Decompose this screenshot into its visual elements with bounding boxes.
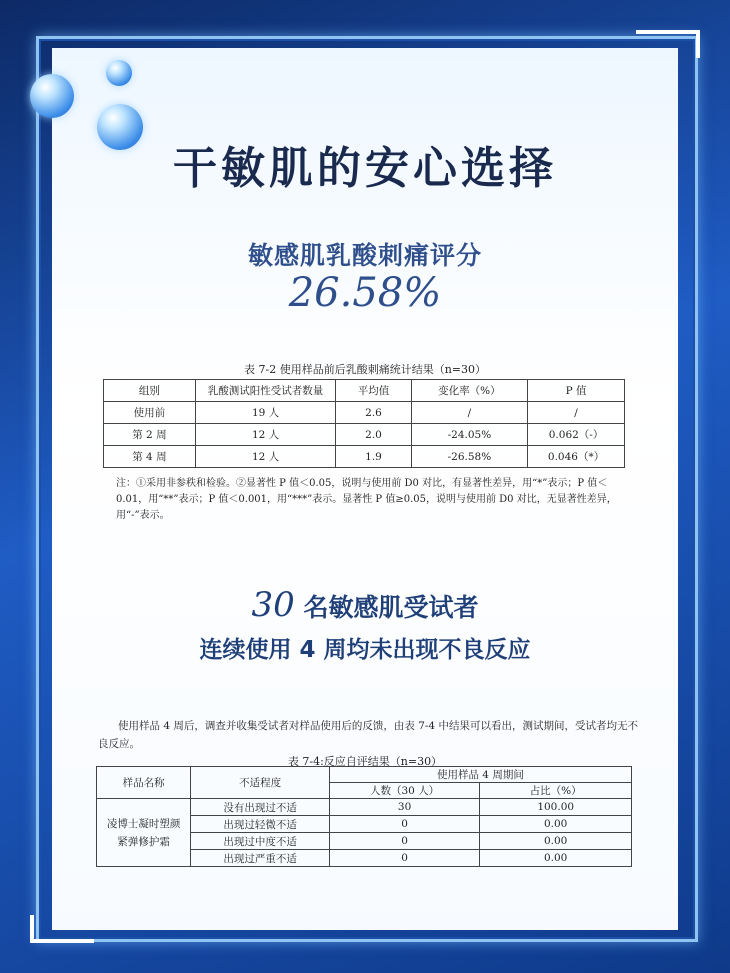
table2-header: 占比（%） (480, 783, 632, 799)
table1-note: 注：①采用非参秩和检验。②显著性 P 值＜0.05，说明与使用前 D0 对比，有显著性差异，用“*”表示；P 值＜0.01，用“**”表示；P 值＜0.001，用“***”表示。显著性 P 值≥0.05，说明与使用前 D0 对比，无显著性差异，用“-”表示。 (116, 478, 617, 521)
table-cell: 0.00 (480, 850, 632, 867)
table-cell: 2.6 (336, 402, 411, 424)
table2-caption: 表 7-4:反应自评结果（n=30） (287, 755, 443, 768)
table-cell: 使用前 (104, 402, 196, 424)
bubble-decoration (106, 60, 132, 86)
bubble-decoration (30, 74, 74, 118)
subjects-number: 30 (251, 585, 295, 625)
table1-header: 组别 (104, 380, 196, 402)
table-cell: / (528, 402, 625, 424)
table-cell: 0 (329, 850, 480, 867)
table-cell: 0.046（*） (528, 446, 625, 468)
table-cell: 0 (329, 816, 480, 833)
table-cell: 12 人 (195, 446, 336, 468)
table1 (103, 379, 625, 468)
corner-top-right (636, 30, 700, 58)
table-cell: 出现过严重不适 (191, 850, 329, 867)
table-cell: -24.05% (411, 424, 527, 446)
table2-header-row (97, 767, 632, 783)
table-cell: 出现过中度不适 (191, 833, 329, 850)
table1-header: 乳酸测试阳性受试者数量 (195, 380, 336, 402)
table1-caption: 表 7-2 使用样品前后乳酸刺痛统计结果（n=30） (243, 363, 486, 376)
table1-header-row (104, 380, 625, 402)
subjects-line (0, 585, 730, 625)
table2-header: 人数（30 人） (329, 783, 480, 799)
table2-header: 使用样品 4 周期间 (329, 767, 631, 783)
table-cell: 1.9 (336, 446, 411, 468)
table-cell: 0.062（-） (528, 424, 625, 446)
sample-name-cell (97, 799, 191, 867)
page-title: 干敏肌的安心选择 (173, 143, 557, 194)
table-cell: 19 人 (195, 402, 336, 424)
score-label: 敏感肌乳酸刺痛评分 (247, 241, 482, 270)
table-cell: 30 (329, 799, 480, 816)
table-row (104, 424, 625, 446)
sample-name-line1: 凌博士凝时塑颜 (106, 817, 181, 830)
table-cell: 2.0 (336, 424, 411, 446)
table-cell: -26.58% (411, 446, 527, 468)
table1-header: 平均值 (336, 380, 411, 402)
table-cell: 12 人 (195, 424, 336, 446)
result-paragraph: 使用样品 4 周后，调查并收集受试者对样品使用后的反馈，由表 7-4 中结果可以看出，测试期间，受试者均无不良反应。 (98, 720, 638, 750)
table-cell: 0.00 (480, 816, 632, 833)
table-cell: 第 2 周 (104, 424, 196, 446)
result-line: 连续使用 4 周均未出现不良反应 (199, 637, 531, 663)
table-row (104, 402, 625, 424)
table2-header: 样品名称 (97, 767, 191, 799)
table-cell: 出现过轻微不适 (191, 816, 329, 833)
table-cell: 100.00 (480, 799, 632, 816)
table1-header: P 值 (528, 380, 625, 402)
table-cell: 0.00 (480, 833, 632, 850)
table-cell: 第 4 周 (104, 446, 196, 468)
table-cell: 没有出现过不适 (191, 799, 329, 816)
table2 (96, 766, 632, 867)
table-row (97, 799, 632, 816)
table-row (104, 446, 625, 468)
table-cell: 0 (329, 833, 480, 850)
sample-name-line2: 紧弹修护霜 (117, 835, 170, 848)
table-cell: / (411, 402, 527, 424)
subjects-text: 名敏感肌受试者 (303, 593, 479, 622)
score-value: 26.58% (288, 270, 442, 316)
corner-bottom-left (30, 915, 94, 943)
table1-header: 变化率（%） (411, 380, 527, 402)
table2-header: 不适程度 (191, 767, 329, 799)
